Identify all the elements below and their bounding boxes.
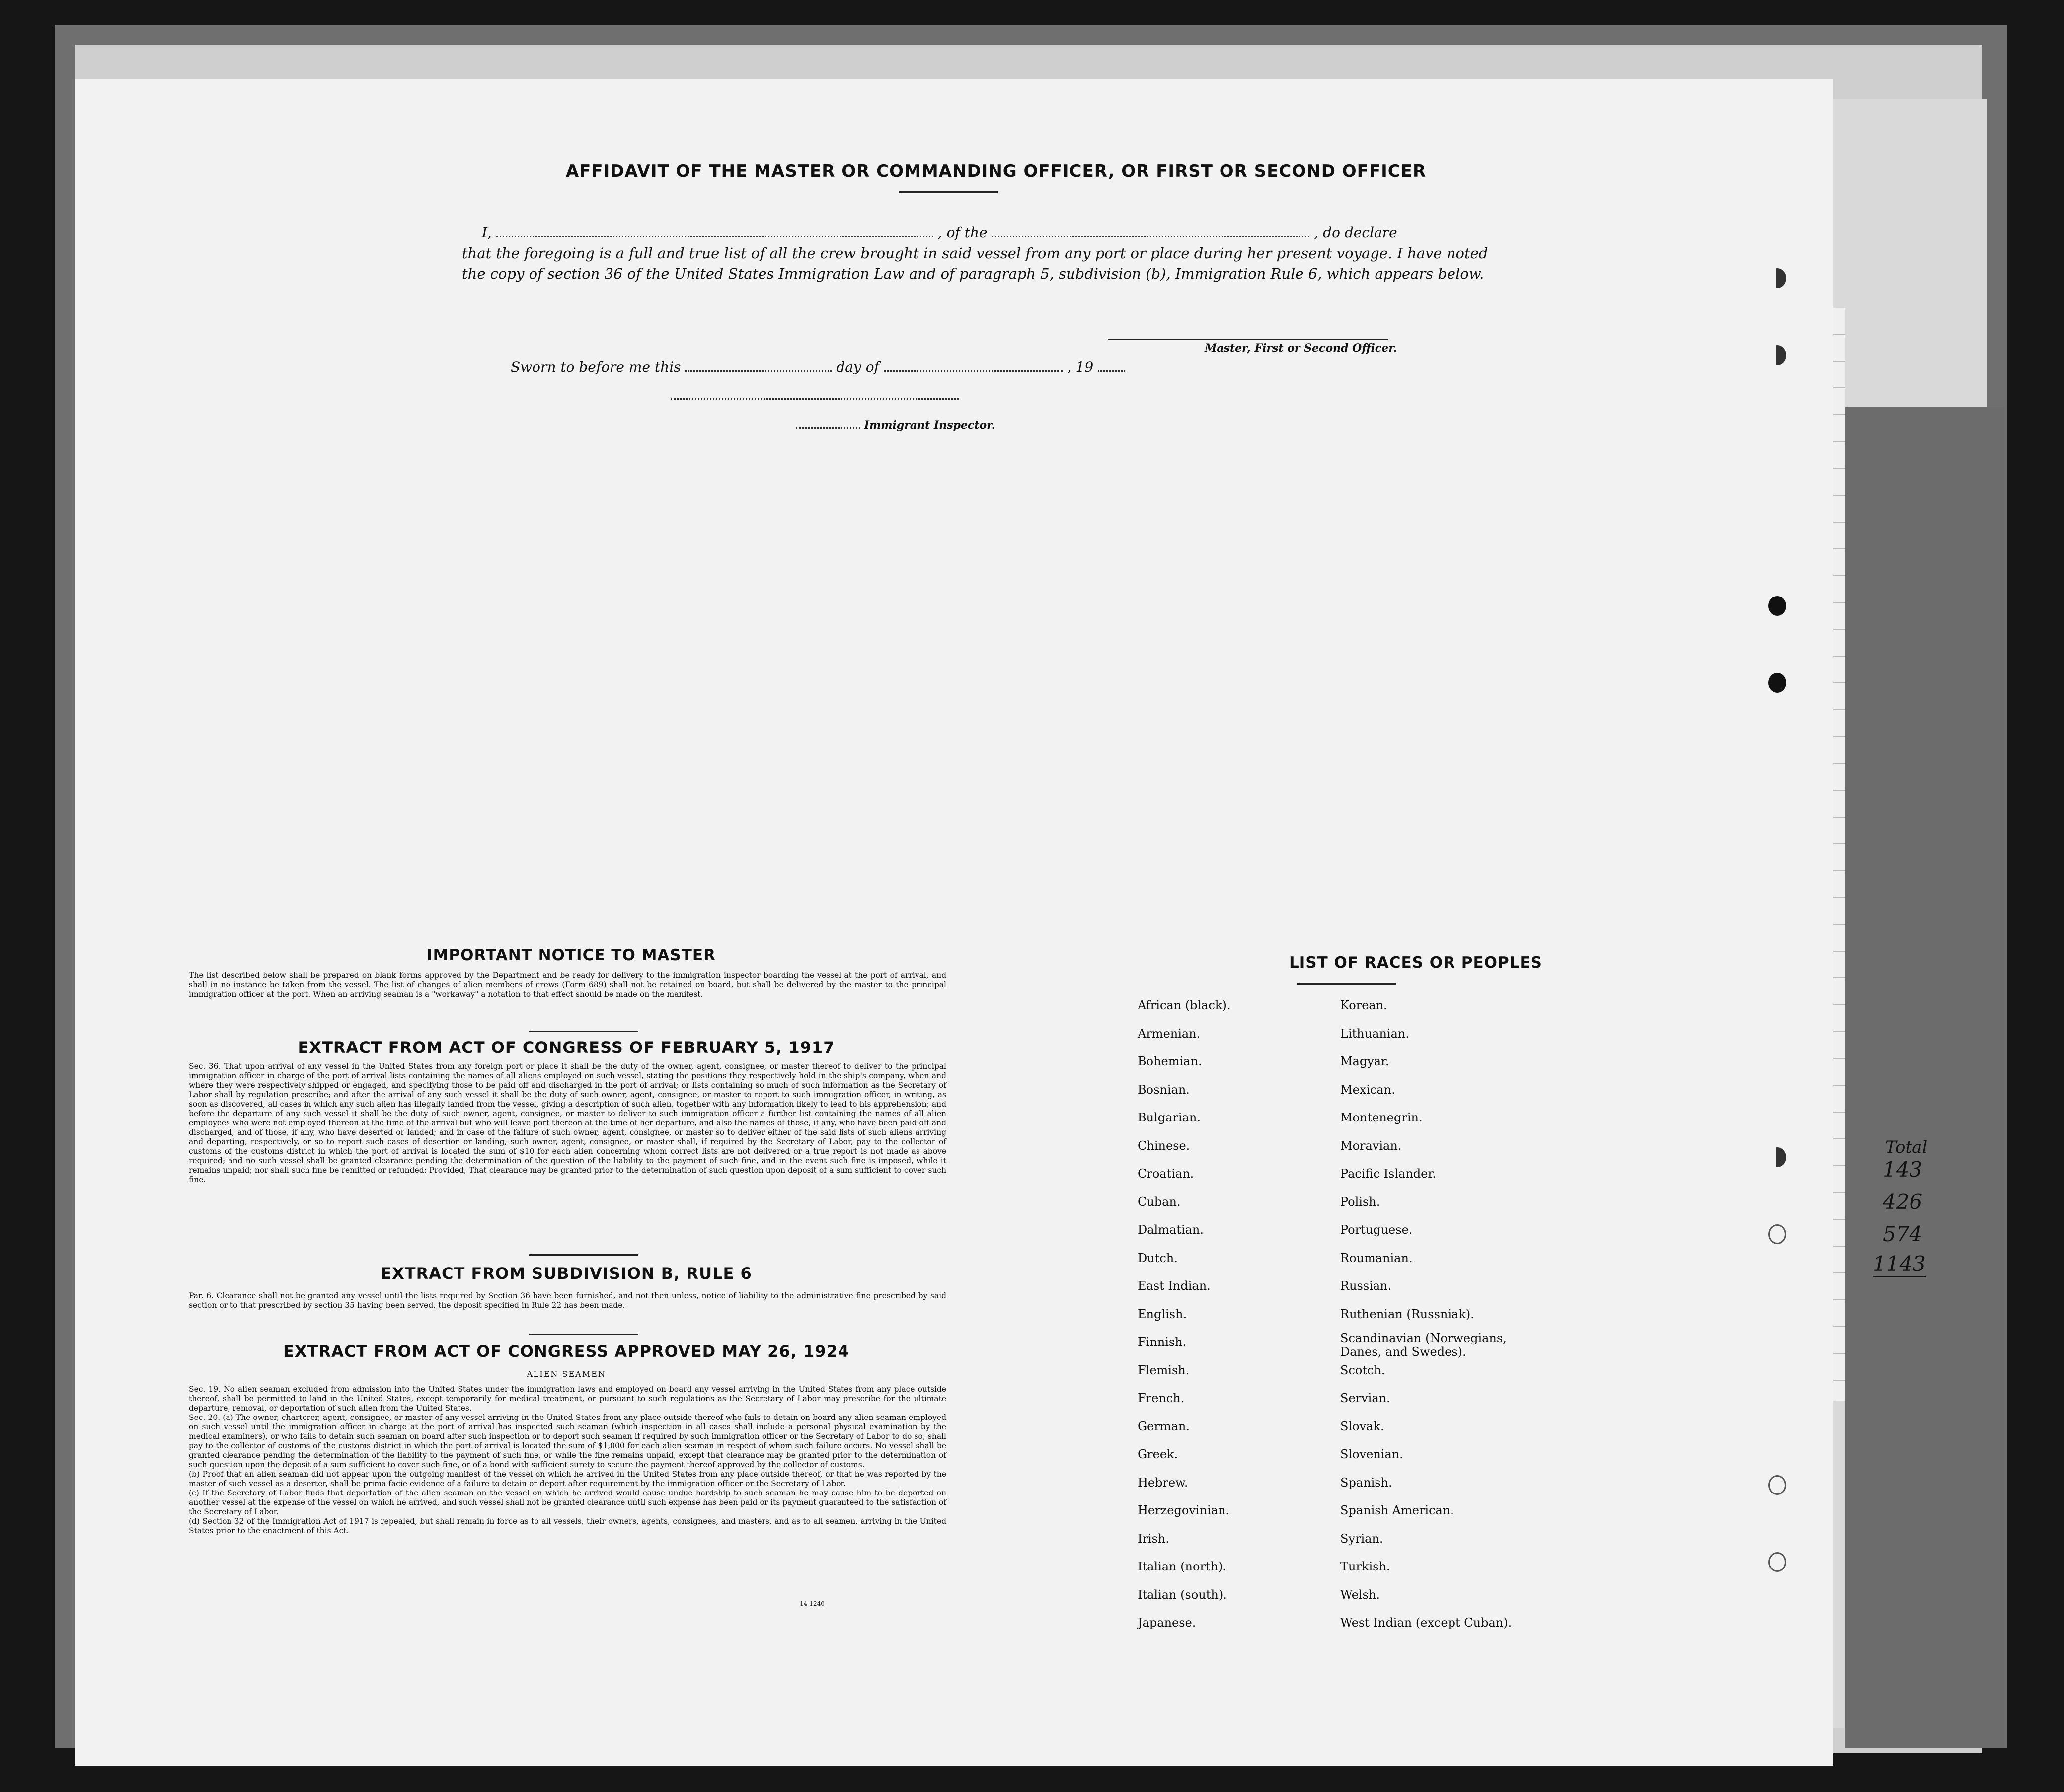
sworn-label: Sworn to before me this [511, 359, 681, 375]
race-item: Scandinavian (Norwegians, Danes, and Swedes). [1340, 1331, 1507, 1359]
race-item: Pacific Islander. [1340, 1167, 1436, 1181]
inspector-caption: Immigrant Inspector. [864, 419, 995, 432]
extract-1917-title: EXTRACT FROM ACT OF CONGRESS OF FEBRUARY 5, 1917 [298, 1038, 835, 1057]
vessel-blank[interactable] [992, 221, 1309, 237]
races-title: LIST OF RACES OR PEOPLES [1289, 954, 1543, 971]
inspector-caption-row [796, 419, 995, 432]
sworn-line [511, 355, 1125, 375]
handwritten-total-value: 1143 [1873, 1252, 1926, 1277]
race-item: African (black). [1138, 998, 1231, 1012]
race-item: Portuguese. [1340, 1223, 1413, 1237]
race-item: Syrian. [1340, 1531, 1383, 1546]
race-item: Spanish American. [1340, 1503, 1454, 1517]
race-item: Dutch. [1138, 1251, 1178, 1265]
race-item: Mexican. [1340, 1082, 1395, 1097]
extract-rule6-title: EXTRACT FROM SUBDIVISION B, RULE 6 [381, 1264, 752, 1283]
binder-hole [1768, 345, 1786, 365]
binder-hole [1768, 1552, 1786, 1572]
day-of-label: day of [836, 359, 879, 375]
extract-1924-paragraph: (d) Section 32 of the Immigration Act of 1917 is repealed, but shall remain in force as to all vessels, their owners, agents, consignees, and masters, and as to all seamen, arriving in the United States prior to the enactment of this Act. [189, 1517, 946, 1535]
race-item: Moravian. [1340, 1138, 1402, 1153]
race-item: English. [1138, 1307, 1187, 1321]
race-item: Croatian. [1138, 1167, 1194, 1181]
race-item: Montenegrin. [1340, 1111, 1423, 1124]
dark-binding-strip [1845, 407, 2004, 1748]
declaration-line [482, 221, 1397, 241]
race-item: Slovak. [1340, 1419, 1384, 1433]
race-item: Polish. [1340, 1195, 1380, 1209]
race-item: Lithuanian. [1340, 1026, 1410, 1041]
race-item: Slovenian. [1340, 1447, 1403, 1461]
race-item: Japanese. [1138, 1616, 1196, 1630]
extract-rule6-body: Par. 6. Clearance shall not be granted any vessel until the lists required by Section 36 have been furnished, and not then unless, notice of liability to the administrative fine prescribed by said section or to that prescribed by section 35 having been served, the deposit specified in Rule 22 has been made. [189, 1291, 946, 1310]
races-left-column [1138, 998, 1336, 1644]
race-item: German. [1138, 1419, 1190, 1433]
race-item: Hebrew. [1138, 1475, 1188, 1490]
notice-body: The list described below shall be prepared on blank forms approved by the Department and be ready for delivery to the immigration inspector boarding the vessel at the port of arrival, and shall in no instance be taken from the vessel. The list of changes of alien members of crews (Form 689) shall not be retained on board, but shall be delivered by the master to the principal immigration officer at the port. When an arriving seaman is a "workaway" a notation to that effect should be made on the manifest. [189, 971, 946, 999]
race-item: Irish. [1138, 1531, 1170, 1546]
extract-1924-paragraph: (b) Proof that an alien seaman did not appear upon the outgoing manifest of the vessel on which he arrived in the United States from any place outside thereof, or that he was reported by the master of such vessel as a deserter, shall be prima facie evidence of a failure to detain or deport after requirement by the immigration officer or the Secretary of Labor. [189, 1470, 946, 1488]
i-label: I, [482, 224, 492, 241]
extract-1924-paragraph: Sec. 19. No alien seaman excluded from admission into the United States under the immigration laws and employed on board any vessel arriving in the United States from any place outside thereof, shall be permitted to land in the United States, except temporarily for medical treatment, or pursuant to such regulations as the Secretary of Labor may prescribe for the ultimate departure, removal, or deportation of such alien from the United States. [189, 1385, 946, 1413]
affidavit-title: AFFIDAVIT OF THE MASTER OR COMMANDING OFFICER, OR FIRST OR SECOND OFFICER [565, 161, 1427, 181]
divider [1297, 983, 1396, 985]
extract-1924-paragraph: Sec. 20. (a) The owner, charterer, agent, consignee, or master of any vessel arriving in the United States from any place outside thereof who fails to detain on board any alien seaman employed on such vessel until the immigration officer in charge at the port of arrival has inspected such seaman (which inspection in all cases shall include a personal physical examination by the medical examiners), or who fails to detain such seaman on board after such inspection or to deport such seaman if required by such immigration officer or the Secretary of Labor to do so, shall pay to the collector of customs of the customs district in which the port of arrival is located the sum of $1,000 for each alien seaman in respect of whom such failure occurs. No vessel shall be granted clearance pending the determination of the liability to the payment of such fine, or while the fine remains unpaid, except that clearance may be granted prior to the determination of such question upon the deposit of a sum sufficient to cover such fine, or of a bond with sufficient surety to secure the payment thereof approved by the collector of customs. [189, 1413, 946, 1469]
race-item: Roumanian. [1340, 1251, 1413, 1265]
do-declare-label: , do declare [1314, 224, 1397, 241]
binder-hole [1768, 1475, 1786, 1495]
binder-hole [1768, 673, 1786, 693]
binder-hole [1768, 1224, 1786, 1244]
handwritten-total-value: 143 [1883, 1157, 1923, 1182]
race-item: Italian (south). [1138, 1587, 1227, 1602]
binder-hole [1768, 1147, 1786, 1167]
sworn-month-blank[interactable] [884, 355, 1063, 372]
affidavit-body: that the foregoing is a full and true list of all the crew brought in said vessel from any port or place during her present voyage. I have noted the copy of section 36 of the United States Immigration Law and of paragraph 5, subdivision (b), Immigration Rule 6, which appears below. [462, 245, 1488, 282]
handwritten-total-value: 574 [1883, 1222, 1923, 1246]
divider [529, 1254, 638, 1256]
race-item: Herzegovinian. [1138, 1503, 1230, 1517]
race-item: Magyar. [1340, 1054, 1389, 1068]
extract-1924-title: EXTRACT FROM ACT OF CONGRESS APPROVED MAY 26, 1924 [283, 1342, 850, 1361]
race-item: Bosnian. [1138, 1082, 1190, 1097]
race-item: Ruthenian (Russniak). [1340, 1307, 1474, 1321]
race-item: Korean. [1340, 998, 1387, 1012]
extract-1924-body [189, 1385, 946, 1536]
race-item: Turkish. [1340, 1560, 1390, 1573]
race-item: West Indian (except Cuban). [1340, 1616, 1512, 1630]
notice-title: IMPORTANT NOTICE TO MASTER [427, 946, 716, 964]
form-number: 14-1240 [800, 1600, 825, 1607]
alien-seamen-subtitle: ALIEN SEAMEN [527, 1369, 606, 1379]
race-item: Cuban. [1138, 1195, 1181, 1209]
sworn-year-blank[interactable] [1098, 355, 1125, 372]
master-signature-line[interactable] [1108, 339, 1388, 340]
race-item: Italian (north). [1138, 1560, 1227, 1573]
race-item: Flemish. [1138, 1363, 1190, 1377]
manifest-back-page [75, 79, 1833, 1766]
race-item: East Indian. [1138, 1279, 1211, 1293]
race-item: Russian. [1340, 1279, 1392, 1293]
race-item: Dalmatian. [1138, 1223, 1204, 1237]
race-item: Greek. [1138, 1447, 1178, 1461]
race-item: Bohemian. [1138, 1054, 1202, 1068]
race-item: Bulgarian. [1138, 1111, 1201, 1124]
year-label: , 19 [1067, 359, 1094, 375]
inspector-signature-line[interactable] [671, 398, 959, 400]
race-item: Servian. [1340, 1391, 1390, 1405]
title-underline [899, 191, 998, 193]
race-item: French. [1138, 1391, 1185, 1405]
race-item: Chinese. [1138, 1138, 1190, 1153]
race-item: Spanish. [1340, 1475, 1392, 1490]
handwritten-total-label: Total [1885, 1137, 1928, 1157]
binder-hole [1768, 596, 1786, 616]
race-item: Armenian. [1138, 1026, 1201, 1041]
divider [529, 1031, 638, 1032]
extract-1917-body: Sec. 36. That upon arrival of any vessel in the United States from any foreign port or place it shall be the duty of the owner, agent, consignee, or master thereof to deliver to the principal immigration officer in charge of the port of arrival lists containing the names of all aliens employed on such vessel, stating the positions they respectively hold in the ship's company, when and where they were respectively shipped or engaged, and specifying those to be paid off and discharged in the port of arrival; or lists containing so much of such information as the Secretary of Labor shall by regulation prescribe; and after the arrival of any such vessel it shall be the duty of such owner, agent, consignee, or master to report to such immigration officer, in writing, as soon as discovered, all cases in which any such alien has illegally landed from the vessel, giving a description of such alien, together with any information likely to lead to his apprehension; and before the departure of any such vessel it shall be the duty of such owner, agent, consignee, or master to deliver to such immigration officer a further list containing the names of all alien employees who were not employed thereon at the time of the arrival but who will leave port thereon at the time of her departure, and also the names of those, if any, who have been paid off and discharged, and of those, if any, who have deserted or landed; and in case of the failure of such owner, agent, consignee, or master so to deliver either of the said lists of such aliens arriving and departing, respectively, or so to report such cases of desertion or landing, such owner, agent, consignee, or master shall, if required by the Secretary of Labor, pay to the collector of customs of the customs district in which the port of arrival is located the sum of $10 for each alien concerning whom correct lists are not delivered or a true report is not made as above required; and no such vessel shall be granted clearance pending the determination of the question of the liability to the payment of such fine, and in the event such fine is imposed, while it remains unpaid; nor shall such fine be remitted or refunded: Provided, That clearance may be granted prior to the determination of such question upon deposit of a sum sufficient to cover such fine. [189, 1062, 946, 1184]
handwritten-total-value: 426 [1883, 1190, 1923, 1214]
races-right-column [1340, 998, 1549, 1644]
extract-1924-paragraph: (c) If the Secretary of Labor finds that deportation of the alien seaman on the vessel on which he arrived would cause undue hardship to such seaman he may cause him to be deported on another vessel at the expense of the vessel on which he arrived, and such vessel shall not be granted clearance until such expense has been paid or its payment guaranteed to the satisfaction of the Secretary of Labor. [189, 1489, 946, 1516]
binder-hole [1768, 268, 1786, 288]
sworn-day-blank[interactable] [685, 355, 832, 372]
divider [529, 1334, 638, 1335]
inspector-blank[interactable] [796, 419, 860, 429]
race-item: Scotch. [1340, 1363, 1385, 1377]
of-the-label: , of the [937, 224, 988, 241]
race-item: Welsh. [1340, 1587, 1380, 1602]
race-item: Finnish. [1138, 1335, 1187, 1349]
master-caption: Master, First or Second Officer. [1205, 342, 1397, 355]
name-blank[interactable] [496, 221, 933, 237]
